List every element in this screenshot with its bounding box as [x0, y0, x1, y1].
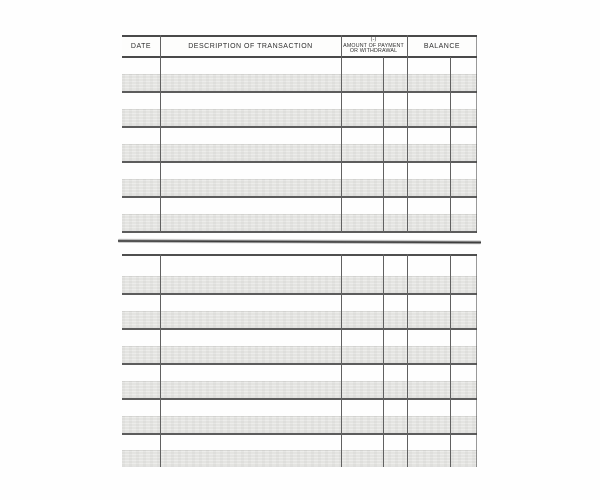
header-balance-cell: [407, 37, 477, 56]
balance-column-line: [407, 35, 408, 233]
header-payment-cell: [341, 37, 407, 56]
register-bottom-section: [122, 254, 477, 467]
description-column-line: [341, 35, 342, 233]
register-row-writing-line: [122, 330, 477, 346]
register-row: [122, 365, 477, 400]
register-row-shaded-line: [122, 416, 477, 433]
register-row-shaded-line: [122, 381, 477, 398]
register-row-shaded-line: [122, 311, 477, 328]
register-row-writing-line: [122, 295, 477, 311]
payment-cents-divider-line: [383, 254, 384, 467]
date-column-line: [160, 35, 161, 233]
header-date-label: DATE: [130, 42, 152, 50]
table-right-edge-line: [476, 35, 477, 233]
register-row-shaded-line: [122, 450, 477, 467]
register-row-writing-line: [122, 163, 477, 179]
header-payment-label-line1: AMOUNT OF PAYMENT: [343, 43, 405, 49]
register-row-writing-line: [122, 198, 477, 214]
table-right-edge-line: [476, 254, 477, 467]
register-row-shaded-line: [122, 346, 477, 363]
register-row-shaded-line: [122, 214, 477, 231]
register-row-writing-line: [122, 400, 477, 416]
register-row-shaded-line: [122, 144, 477, 161]
register-row: [122, 435, 477, 467]
register-row: [122, 128, 477, 163]
register-row-shaded-line: [122, 74, 477, 91]
register-row-writing-line: [122, 128, 477, 144]
balance-column-line: [407, 254, 408, 467]
register-row: [122, 163, 477, 198]
register-row-writing-line: [122, 93, 477, 109]
header-payment-label-stack: [344, 38, 405, 56]
register-row: [122, 330, 477, 365]
register-row-writing-line: [122, 435, 477, 450]
register-row-shaded-line: [122, 179, 477, 196]
header-description-cell: [160, 37, 341, 56]
register-top-section: [122, 35, 477, 233]
register-header-row: [122, 35, 477, 58]
register-row: [122, 58, 477, 93]
header-payment-sign: (-): [371, 37, 377, 43]
register-row-writing-line: [122, 365, 477, 381]
register-row-writing-line: [122, 58, 477, 74]
register-row-writing-line: [122, 256, 477, 276]
header-date-cell: [122, 37, 160, 56]
balance-cents-divider-line: [450, 57, 451, 233]
top-section-rows: [122, 58, 477, 233]
register-row: [122, 198, 477, 233]
register-row: [122, 400, 477, 435]
check-register-form: [122, 35, 477, 467]
register-row: [122, 256, 477, 295]
payment-cents-divider-line: [383, 57, 384, 233]
header-balance-label: BALANCE: [423, 42, 461, 50]
bottom-section-rows: [122, 254, 477, 467]
register-row: [122, 93, 477, 128]
register-row-shaded-line: [122, 276, 477, 293]
page-fold-line: [118, 238, 481, 245]
date-column-line: [160, 254, 161, 467]
register-row: [122, 295, 477, 330]
register-row-shaded-line: [122, 109, 477, 126]
header-payment-label-line2: OR WITHDRAWAL: [350, 49, 398, 55]
header-description-label: DESCRIPTION OF TRANSACTION: [188, 42, 313, 50]
balance-cents-divider-line: [450, 254, 451, 467]
description-column-line: [341, 254, 342, 467]
